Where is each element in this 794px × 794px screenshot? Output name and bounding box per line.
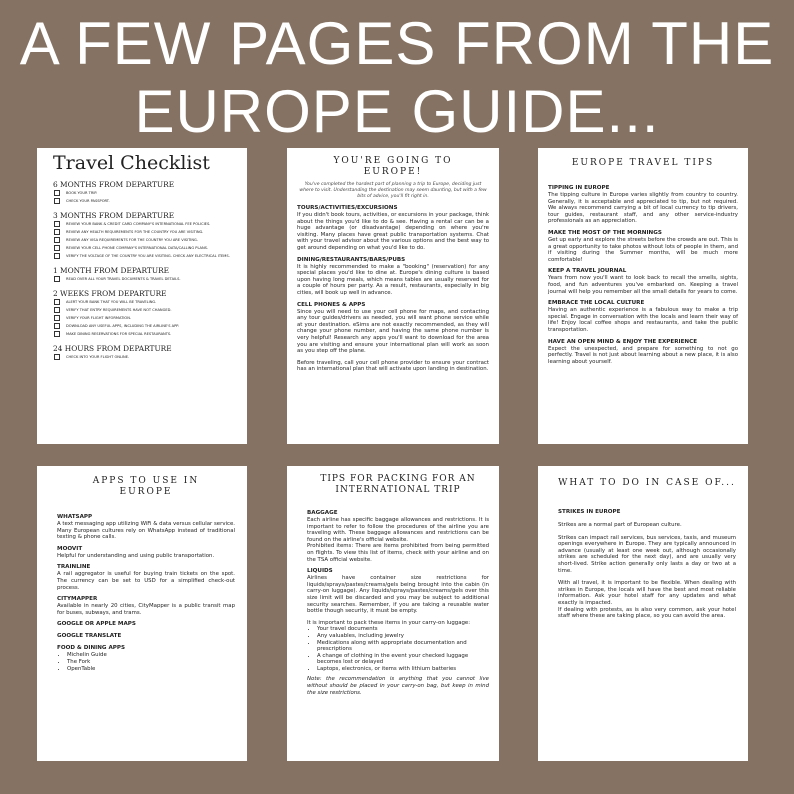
apps-heading-dining: FOOD & DINING APPS xyxy=(57,645,126,652)
checkbox-icon xyxy=(54,315,60,321)
checkbox-icon xyxy=(54,198,60,204)
checklist-item-label: VERIFY THE VOLTAGE OF THE COUNTRY YOU ARE VISITING. CHECK ANY ELECTRICAL ITEMS. xyxy=(66,253,230,258)
checklist-section-heading: 2 WEEKS FROM DEPARTURE xyxy=(53,289,167,298)
tips-heading-tipping: TIPPING IN EUROPE xyxy=(548,185,610,191)
list-item: • Your travel documents xyxy=(317,626,489,633)
tips-text-culture: Having an authentic experience is a fabulous way to make a trip special. Engage in conversation with the locals and learn their way of life! Enjoy local coffee shops and restaurants, and take the public transportation. xyxy=(548,307,738,333)
checkbox-icon xyxy=(54,354,60,360)
page-what-to-do xyxy=(538,466,748,761)
checkbox-icon xyxy=(54,221,60,227)
checkbox-icon xyxy=(54,307,60,313)
checklist-item-label: DOWNLOAD ANY USEFUL APPS, INCLUDING THE AIRLINE'S APP. xyxy=(66,323,179,328)
checkbox-icon xyxy=(54,299,60,305)
list-item: • The Fork xyxy=(67,659,235,666)
incase-title: WHAT TO DO IN CASE OF... xyxy=(558,478,736,488)
list-item: • Michelin Guide xyxy=(67,652,235,659)
going-text-tours: If you didn't book tours, activities, or excursions in your package, think about the things you'd like to do & see. Having a rental car can be a huge advantage (or disadvantage) depending on where you're visiting. Many places have great public transportation systems. Chat with your travel advisor about the various options and the best way to get around depending on what you'd like to do. xyxy=(297,212,489,251)
checklist-item xyxy=(54,228,247,236)
checklist-sections xyxy=(37,180,247,361)
checklist-item xyxy=(54,353,247,361)
apps-text-trainline: A rail aggregator is useful for buying train tickets on the spot. The currency can be set to USD for a simplified check-out process. xyxy=(57,571,235,591)
going-text-dining: It is highly recommended to make a "booking" (reservation) for any special places you'd like to dine at. Europe's dining culture is based upon having long meals, which means tables are usually reserved for a couple of hours per party. As a result, restaurants, especially in big cities, will book up well in advance. xyxy=(297,263,489,296)
packing-text-prohibited: Prohibited items: There are items prohibited from being permitted on flights. To view this list of items, check with your airline and on the TSA official website. xyxy=(307,543,489,563)
checklist-section-heading: 1 MONTH FROM DEPARTURE xyxy=(53,266,170,275)
tips-title: EUROPE TRAVEL TIPS xyxy=(571,158,715,168)
hero-title-line-2: EUROPE GUIDE... xyxy=(134,78,660,145)
page-apps-to-use xyxy=(37,466,247,761)
incase-paragraph-3: With all travel, it is important to be flexible. When dealing with strikes in Europe, the locals will have the best and most reliable information. Ask your hotel staff for any updates and what exactly is impacted. xyxy=(558,580,736,606)
list-item: • A change of clothing in the event your checked luggage becomes lost or delayed xyxy=(317,653,489,666)
checkbox-icon xyxy=(54,237,60,243)
going-intro: You've completed the hardest part of planning a trip to Europe, deciding just where to visit. Understanding the destination may seem daunting, but with a few bits of advice, you'll fit right in. xyxy=(299,182,487,199)
packing-title: TIPS FOR PACKING FOR AN INTERNATIONAL TRIP xyxy=(320,474,476,495)
checklist-item-label: VERIFY YOUR FLIGHT INFORMATION. xyxy=(66,315,132,320)
hero-title-line-1: A FEW PAGES FROM THE xyxy=(19,10,775,77)
dining-apps-list xyxy=(57,652,235,672)
page-europe-travel-tips xyxy=(538,148,748,444)
checkbox-icon xyxy=(54,245,60,251)
checklist-item xyxy=(54,236,247,244)
apps-text-moovit: Helpful for understanding and using public transportation. xyxy=(57,552,215,559)
packing-carryon-intro: It is important to pack these items in your carry-on luggage: xyxy=(307,619,471,626)
checklist-item-label: REVIEW ANY HEALTH REQUIREMENTS FOR THE COUNTRY YOU ARE VISITING. xyxy=(66,229,204,234)
apps-heading-whatsapp: WHATSAPP xyxy=(57,514,93,520)
checklist-item xyxy=(54,298,247,306)
incase-heading-strikes: STRIKES IN EUROPE xyxy=(558,509,621,515)
incase-paragraph-1: Strikes are a normal part of European culture. xyxy=(558,522,682,528)
checkbox-icon xyxy=(54,229,60,235)
checkbox-icon xyxy=(54,331,60,337)
checklist-title: Travel Checklist xyxy=(53,152,210,174)
going-text-phones: Since you will need to use your cell phone for maps, and contacting any tour guides/drivers as needed, you will want phone service while at your destination. eSims are not exactly recommended, as they will change your phone number, and having the same phone number is very helpful! Research any apps you'll want to download for the area you are visiting and ensure your international plan will work as soon as you step off the plane. xyxy=(297,308,489,355)
tips-heading-mornings: MAKE THE MOST OF THE MORNINGS xyxy=(548,229,662,236)
page-going-to-europe xyxy=(287,148,499,444)
carryon-list xyxy=(307,626,489,672)
apps-heading-translate: GOOGLE TRANSLATE xyxy=(57,633,122,640)
checklist-item xyxy=(54,314,247,322)
apps-text-citymapper: Available in nearly 20 cities, CityMapper is a public transit map for buses, subways, and trams. xyxy=(57,603,235,616)
list-item: • Laptops, electronics, or items with lithium batteries xyxy=(317,666,489,673)
tips-text-journal: Years from now you'll want to look back to recall the smells, sights, food, and fun adventures you've embarked on. Keeping a travel journal will help you remember all the small details for years to come. xyxy=(548,275,738,295)
apps-title: APPS TO USE IN EUROPE xyxy=(92,476,200,497)
packing-text-liquids: Airlines have container size restrictions for liquids/sprays/pastes/creams/gels being brought into the cabin (in carry-on luggage). Any liquids/sprays/pastes/creams/gels over this size limit will be discarded and you may be subject to additional security searches. Remember, if you are taking a reusable water bottle though security, it must be empty. xyxy=(307,575,489,615)
packing-text-baggage: Each airline has specific baggage allowances and restrictions. It is important to refer to follow the procedures of the airline you are traveling with. These baggage allowances and restrictions can be found on the airline's official website. xyxy=(307,517,489,543)
incase-paragraph-4: If dealing with protests, as is also very common, ask your hotel staff where these are taking place, so you can avoid the area. xyxy=(558,606,736,620)
checklist-section-heading: 3 MONTHS FROM DEPARTURE xyxy=(53,211,175,220)
tips-heading-open-mind: HAVE AN OPEN MIND & ENJOY THE EXPERIENCE xyxy=(548,338,698,345)
going-heading-phones: CELL PHONES & APPS xyxy=(297,301,366,308)
tips-heading-journal: KEEP A TRAVEL JOURNAL xyxy=(548,268,627,275)
list-item: • OpenTable xyxy=(67,666,235,673)
going-closing: Before traveling, call your cell phone provider to ensure your contract has an international plan that will activate upon landing in destination. xyxy=(297,359,489,373)
checklist-section-heading: 24 HOURS FROM DEPARTURE xyxy=(53,344,172,353)
checkbox-icon xyxy=(54,190,60,196)
tips-text-tipping: The tipping culture in Europe varies slightly from country to country. Generally, it is acceptable and appreciated to tip, but not required. We always recommend carrying a bit of local currency to tip drivers, tour guides, restaurant staff, and any other service-industry professionals as an appreciation. xyxy=(548,192,738,225)
checklist-item xyxy=(54,244,247,252)
tips-text-open-mind: Expect the unexpected, and prepare for something to not go perfectly. Travel is not just about learning about a new place, it is also learning about yourself. xyxy=(548,345,738,365)
list-item: • Medications along with appropriate documentation and prescriptions xyxy=(317,640,489,653)
list-item: • Any valuables, including jewelry xyxy=(317,633,489,640)
checklist-item-label: REVIEW YOUR BANK & CREDIT CARD COMPANY'S INTERNATIONAL FEE POLICIES. xyxy=(66,221,211,226)
going-heading-dining: DINING/RESTAURANTS/BARS/PUBS xyxy=(297,256,406,263)
checklist-section-heading: 6 MONTHS FROM DEPARTURE xyxy=(53,180,175,189)
checklist-item xyxy=(54,322,247,330)
apps-heading-maps: GOOGLE OR APPLE MAPS xyxy=(57,621,136,628)
checkbox-icon xyxy=(54,253,60,259)
checklist-item-label: CHECK YOUR PASSPORT. xyxy=(66,198,110,203)
page-travel-checklist xyxy=(37,148,247,444)
apps-heading-moovit: MOOVIT xyxy=(57,545,83,552)
tips-heading-culture: EMBRACE THE LOCAL CULTURE xyxy=(548,300,645,307)
apps-heading-citymapper: CITYMAPPER xyxy=(57,596,98,603)
checklist-item-label: BOOK YOUR TRIP. xyxy=(66,190,98,195)
checklist-item xyxy=(54,306,247,314)
packing-heading-liquids: LIQUIDS xyxy=(307,568,333,575)
checklist-item-label: CHECK INTO YOUR FLIGHT ONLINE. xyxy=(66,354,130,359)
going-title: YOU'RE GOING TO EUROPE! xyxy=(333,156,453,177)
going-heading-tours: TOURS/ACTIVITIES/EXCURSIONS xyxy=(297,205,398,211)
checklist-item xyxy=(54,189,247,197)
incase-paragraph-2: Strikes can impact rail services, bus services, taxis, and museum openings everywhere in Europe. They are typically announced in advance (usually at least one week out, although occasionally strikes are scheduled for the next day), and are usually very short-lived. Strike action generally only lasts a day or two at a time. xyxy=(558,534,736,574)
tips-text-mornings: Get up early and explore the streets before the crowds are out. This is a great opportunity to take photos without lots of people in them, and if visiting during the Summer months, will be much more comfortable! xyxy=(548,236,738,263)
checklist-item-label: ALERT YOUR BANK THAT YOU WILL BE TRAVELING. xyxy=(66,299,157,304)
checklist-item xyxy=(54,252,247,260)
checklist-item xyxy=(54,330,247,338)
checkbox-icon xyxy=(54,323,60,329)
checklist-item-label: REVIEW YOUR CELL PHONE COMPANY'S INTERNATIONAL DATA/CALLING PLANS. xyxy=(66,245,209,250)
checkbox-icon xyxy=(54,276,60,282)
checklist-item xyxy=(54,275,247,283)
checklist-item xyxy=(54,220,247,228)
apps-text-whatsapp: A text messaging app utilizing WiFi & data versus cellular service. Many European cultures rely on WhatsApp instead of traditional texting & phone calls. xyxy=(57,521,235,541)
checklist-item xyxy=(54,197,247,205)
checklist-item-label: VERIFY THAT ENTRY REQUIREMENTS HAVE NOT CHANGED. xyxy=(66,307,172,312)
packing-heading-baggage: BAGGAGE xyxy=(307,510,338,516)
apps-heading-trainline: TRAINLINE xyxy=(57,564,91,571)
checklist-item-label: REVIEW ANY VISA REQUIREMENTS FOR THE COUNTRY YOU ARE VISITING. xyxy=(66,237,198,242)
checklist-item-label: MAKE DINING RESERVATIONS FOR SPECIAL RESTAURANTS. xyxy=(66,331,172,336)
packing-note: Note: the recommendation is anything that you cannot live without should be placed in your carry-on bag, but keep in mind the size restrictions. xyxy=(307,676,489,696)
page-packing-tips xyxy=(287,466,499,761)
checklist-item-label: READ OVER ALL YOUR TRAVEL DOCUMENTS & TRAVEL DETAILS. xyxy=(66,276,181,281)
